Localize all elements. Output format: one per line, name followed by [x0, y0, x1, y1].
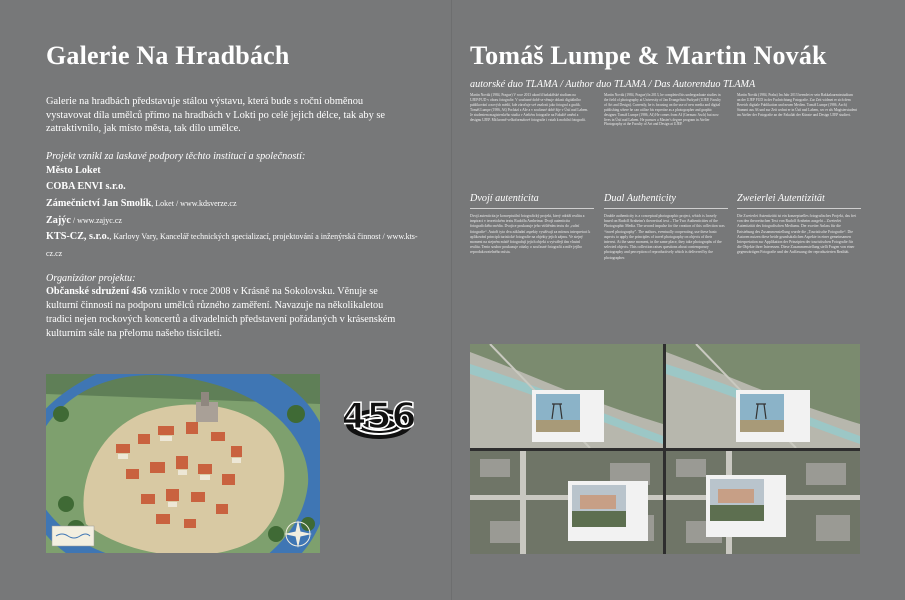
bio-german: Martin Novák (1984, Prahа) Im Jahr 2013 beendet er sein Bakkalaureatsstudium an der UJEP FUD in der Fachrichtung Fotografie. Zur Zeit widmet er sich dem Bereich digitale Publikation und neuen Medien. Tomáš Lumpe (1986, Asch) Stammt aus Aš und zur Zeit wohnt er in Ústí nad Labem, wo er als Magisterstudent im Atelier der Fotografie an der Fakultät der Künste und Design UJEP studiert. [737, 93, 857, 117]
photo-grid [470, 344, 860, 554]
column-heading-german: Zweierlei Autentizität [737, 193, 825, 204]
bio-english: Martin Novák (1984, Prague) In 2013, he completed his undergraduate studies in the field of photography at University of Jan Evangelista Purkyně (UJEP, Faculty of Art and Design). Currently, he is focusing on the use of new media and digital publishing where he can utilize his expertise as a photographer and graphic designer. Tomáš Lumpe (1986, Aš) He comes from Aš (German: Asch) but now lives in Ústí nad Labem. He pursues a Master's degree program in Atelier Photography at the Faculty of Art and Design at UJEP. [604, 93, 721, 127]
column-rule [737, 208, 861, 209]
organizer-logo [344, 382, 414, 444]
logo-mark [344, 382, 414, 444]
column-rule [604, 208, 728, 209]
aerial-photo [666, 344, 860, 448]
aerial-drawing [470, 344, 663, 448]
column-text-english: Double authenticity is a conceptual photographic project, which is loosely based on Rudolf Arnheim's theoretical text – The Two Authenticities of the Photographic Media. The second impulse for the creation of this collection was “travel photography”. The authors, eventually cooperating, use these basic aspects to apply the principles of travel photography on objects of their interest. At the same moment, in the same place, they take photographs of the selected objects. This collection raises questions about contemporary photography and perception of reproductively which is delivered by the photographer. [604, 214, 725, 260]
authors-title: Tomáš Lumpe & Martin Novák [470, 41, 827, 70]
aerial-drawing [470, 451, 663, 554]
column-heading-english: Dual Authenticity [604, 193, 676, 204]
sponsor-item: Město Loket [46, 164, 101, 176]
sponsors-heading: Projekt vznikl za laskavé podpory těchto institucí a společností: [46, 150, 306, 162]
sponsor-item: Zajýc / www.zajyc.cz [46, 214, 122, 226]
aerial-drawing [666, 344, 860, 448]
column-text-czech: Dvojí autenticita je konceptuální fotografický projekt, který odráží realitu a inspiraci v teoretickém textu Rudolfa Arnheima: Dvojí autenticita fotografického média. Dvojice poukazuje jeho vtištěním textu do „ruční fotografie“. Autoři tyto dva základní aspekty využívají za mírnou interpretaci k aplikování principů turistické fotografie na objekty jejich zájmu. Ve stejný moment na stejném místě fotografují jejich objekt a vytvářejí tím vlastní realitu. Tento soubor poukazuje otázky o současné fotografii a míře jejího reprodukovatelného místa. [470, 214, 591, 255]
logo-text: 456 [344, 396, 414, 437]
authors-subtitle: autorské duo TLAMA / Author duo TLAMA / Das Autorenduo TLAMA [470, 79, 756, 90]
sponsor-list [46, 163, 424, 263]
organizer-text: Občanské sdružení 456 vzniklo v roce 2008 v Krásně na Sokolovsku. Věnuje se kulturní činnosti na podporu umělců různého zaměření. Navazuje na několikaletou tradici nejen rockových koncertů a divadelních představení pořádaných v krásenském kulturním sále na přelomu našeho tisíciletí. [46, 286, 396, 340]
aerial-photo [470, 344, 663, 448]
aerial-drawing [666, 451, 860, 554]
column-heading-czech: Dvojí autenticita [470, 193, 539, 204]
aerial-photo [666, 451, 860, 554]
gallery-title: Galerie Na Hradbách [46, 41, 290, 70]
sponsor-item: KTS-CZ, s.r.o., Karlovy Vary, Kancelář technických specializací, projektování a inženýrská činnost / www.kts-cz.cz [46, 231, 418, 258]
gallery-intro: Galerie na hradbách představuje stálou výstavu, která bude s roční obměnou vystavovat díla umělců přímo na hradbách v Lokti po celé jejich délce, tak aby se zatraktivnilo, jak místo města, tak dílo umělce. [46, 96, 386, 135]
sponsor-item: Zámečnictví Jan Smolík, Loket / www.kdsverze.cz [46, 197, 237, 209]
map-drawing [46, 374, 320, 553]
sponsor-item: COBA ENVI s.r.o. [46, 181, 126, 193]
column-rule [470, 208, 594, 209]
bio-czech: Martin Novák (1984, Prague) V roce 2013 ukončil bakalářské studium na UJEP/FUD v oboru fotografie. V současné době se věnuje oblasti digitálního publikování a nových médií, kde zúročuje své znalosti jako fotograf a grafik. Tomáš Lumpe (1986, Aš) Pochází z Aše a v současné době žije v Ústí nad Labem. Je studentem magisterského studia v Ateliéru fotografie na Fakultě umění a designu UJEP. Má kromě velkoformátové fotografie i vztah k mobilní fotografii. [470, 93, 589, 122]
column-text-german: Die Zweierlei Autentizität ist ein konzeptuelles fotografisches Projekt, das frei von den theoretischen Text von Rudolf Arnheim ausgeht – Zweierlei Autentizität des fotografischen Mediums. Der zweiter Anlass für die Entstehung des Zusammenstellung wurde die „Touristische Fotografie“. Die Autoren nutzen diese beide grundsätzlichen Aspekte in einer gemeinsamen Interpretation zur Applikation der Prinzipien der touristischen Fotografie für die Objekte ihrer Interessen. Diese Zusammenstellung stellt Fragen von einer gegenwärtigen Fotografie und der Auffassung der reproduzierten Realität. [737, 214, 857, 255]
organizer-heading: Organizátor projektu: [46, 273, 136, 285]
aerial-photo [470, 451, 663, 554]
loket-map-illustration [46, 374, 320, 553]
